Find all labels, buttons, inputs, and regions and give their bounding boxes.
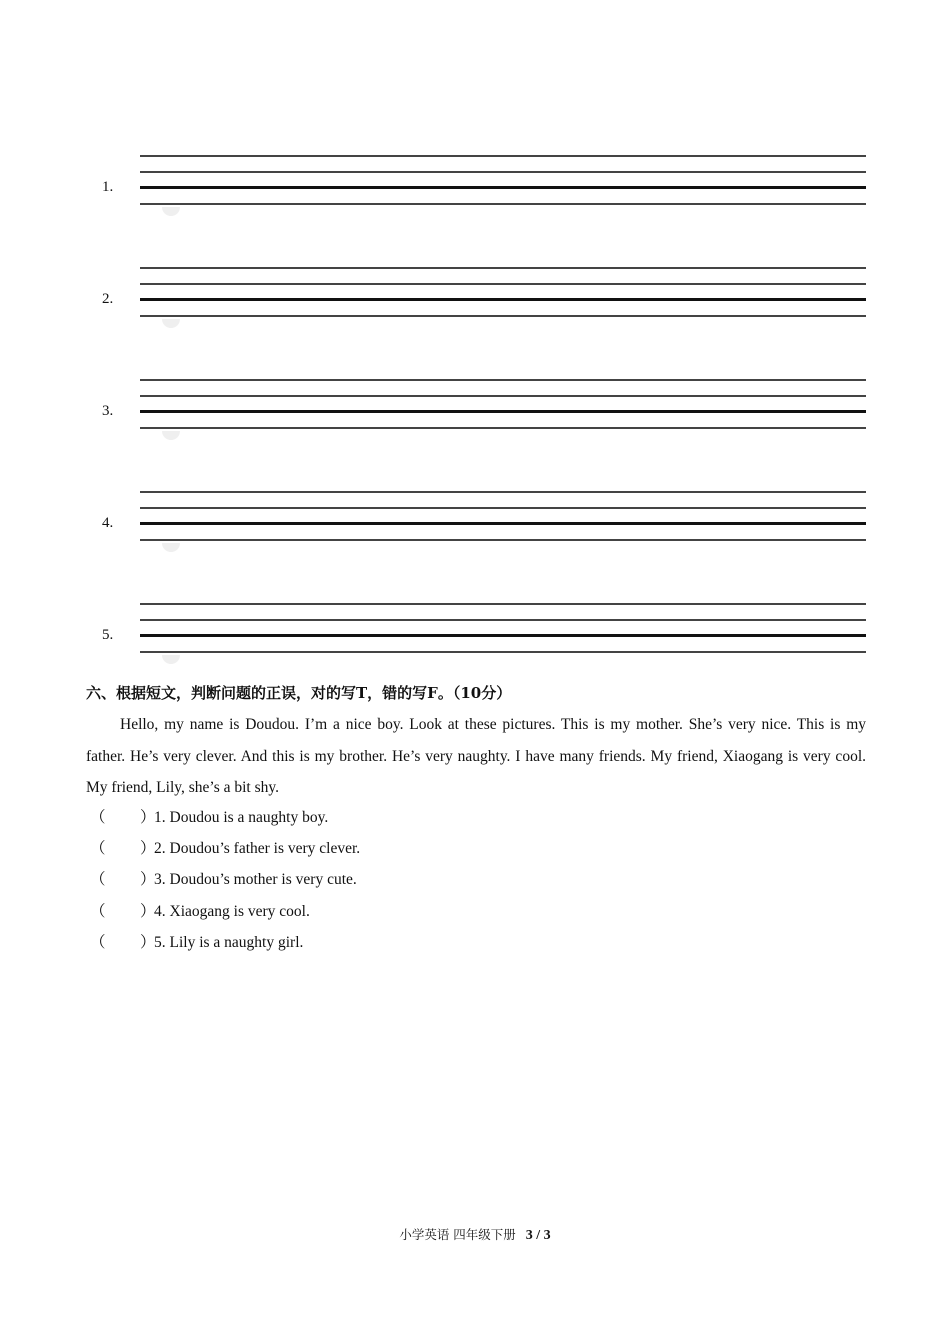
- rule: [140, 491, 866, 493]
- question-text: 1. Doudou is a naughty boy.: [154, 809, 329, 826]
- watermark-mark: [162, 655, 180, 664]
- answer-blank-open[interactable]: （: [90, 933, 106, 951]
- answer-blank-open[interactable]: （: [90, 902, 106, 920]
- rule: [140, 267, 866, 269]
- rule: [140, 539, 866, 541]
- answer-blank-close: ）: [140, 902, 156, 920]
- line-number: 5.: [102, 627, 114, 643]
- rule: [140, 651, 866, 653]
- question-item: [90, 833, 360, 864]
- footer-label: 小学英语 四年级下册: [399, 1227, 516, 1242]
- baseline-rule: [140, 298, 866, 301]
- line-number: 4.: [102, 515, 114, 531]
- question-text: 4. Xiaogang is very cool.: [154, 902, 310, 920]
- rule: [140, 619, 866, 621]
- answer-blank-close: ）: [140, 840, 156, 858]
- page-number: 3 / 3: [525, 1228, 551, 1243]
- section-title: 六、根据短文，判断问题的正误，对的写T，错的写F。（10分）: [86, 684, 512, 702]
- writing-line-set-3: [86, 379, 866, 439]
- writing-line-set-1: [86, 155, 866, 215]
- question-list: [90, 802, 360, 958]
- answer-blank-close: ）: [140, 933, 156, 951]
- baseline-rule: [140, 634, 866, 637]
- watermark-mark: [162, 543, 180, 552]
- baseline-rule: [140, 186, 866, 189]
- watermark-mark: [162, 431, 180, 440]
- line-number: 1.: [102, 179, 114, 195]
- question-item: [90, 802, 360, 833]
- question-text: 3. Doudou’s mother is very cute.: [154, 871, 357, 889]
- rule: [140, 283, 866, 285]
- question-item: [90, 896, 360, 927]
- passage-text: Hello, my name is Doudou. I’m a nice boy. Look at these pictures. This is my mother. She’s very nice. This is my father. He’s very clever. And this is my brother. He’s very naughty. I have many friends. My friend, Xiaogang is very cool. My friend, Lily, she’s a bit shy.: [86, 716, 866, 796]
- writing-line-set-2: [86, 267, 866, 327]
- reading-passage: [86, 709, 866, 804]
- rule: [140, 379, 866, 381]
- question-item: [90, 927, 360, 958]
- answer-blank-close: ）: [140, 871, 156, 889]
- line-number: 2.: [102, 291, 114, 307]
- answer-blank-open[interactable]: （: [90, 871, 106, 889]
- baseline-rule: [140, 410, 866, 413]
- writing-line-set-4: [86, 491, 866, 551]
- rule: [140, 155, 866, 157]
- question-text: 2. Doudou’s father is very clever.: [154, 840, 361, 858]
- watermark-mark: [162, 207, 180, 216]
- answer-blank-open[interactable]: （: [90, 840, 106, 858]
- rule: [140, 171, 866, 173]
- rule: [140, 507, 866, 509]
- rule: [140, 315, 866, 317]
- rule: [140, 395, 866, 397]
- watermark-mark: [162, 319, 180, 328]
- writing-line-set-5: [86, 603, 866, 663]
- rule: [140, 603, 866, 605]
- question-item: [90, 864, 360, 895]
- rule: [140, 427, 866, 429]
- line-number: 3.: [102, 403, 114, 419]
- baseline-rule: [140, 522, 866, 525]
- answer-blank-open[interactable]: （: [90, 809, 106, 826]
- rule: [140, 203, 866, 205]
- page-footer: [0, 1225, 950, 1244]
- answer-blank-close: ）: [140, 809, 156, 826]
- question-text: 5. Lily is a naughty girl.: [154, 933, 304, 951]
